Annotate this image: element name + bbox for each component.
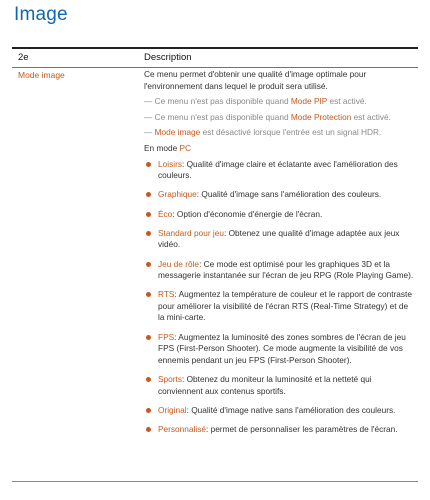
item-term: Graphique: [158, 189, 197, 200]
item-desc: : Option d'économie d'énergie de l'écran.: [172, 208, 323, 219]
mode-prefix: En mode: [144, 142, 180, 153]
column-header-description: Description: [144, 52, 192, 63]
item-term: RTS: [158, 289, 175, 300]
list-item: [144, 159, 414, 182]
item-desc: : permet de personnaliser les paramètres de l'écran.: [205, 424, 398, 434]
note-highlight: Mode PIP: [290, 96, 328, 107]
bullet-icon: [146, 262, 151, 267]
note-text: Ce menu n'est pas disponible quand: [154, 96, 291, 107]
item-term: Jeu de rôle: [158, 258, 200, 269]
bullet-icon: [146, 162, 151, 167]
list-item: [144, 424, 414, 436]
list-item: [144, 374, 414, 397]
note-protection: [144, 112, 414, 124]
list-item: [144, 259, 414, 282]
note-dash-icon: —: [144, 96, 153, 107]
mode-name: PC: [179, 142, 192, 153]
bullet-icon: [146, 408, 151, 413]
bullet-icon: [146, 192, 151, 197]
item-desc: : Obtenez une qualité d'image adaptée aux jeux vidéo.: [158, 227, 400, 250]
note-text: est activé.: [351, 111, 391, 122]
note-text: est activé.: [327, 96, 367, 107]
item-desc: : Qualité d'image claire et éclatante avec l'amélioration des couleurs.: [158, 158, 398, 181]
note-dash-icon: —: [144, 127, 153, 138]
item-desc: : Augmentez la luminosité des zones sombres de l'écran de jeu FPS (First-Person Shooter). Ce mode augmente la visibilité de vos ennemis pendant un jeu FPS (First-Person Shooter).: [158, 331, 406, 365]
item-term: Standard pour jeu: [158, 227, 224, 238]
mode-label: [144, 143, 414, 155]
item-term: Éco: [158, 208, 173, 219]
bullet-icon: [146, 377, 151, 382]
note-highlight: Mode Protection: [290, 111, 352, 122]
column-header-1: 2e: [18, 52, 29, 63]
list-item: [144, 289, 414, 324]
item-term: FPS: [158, 331, 175, 342]
row-label: Mode image: [18, 70, 65, 80]
item-desc: : Obtenez du moniteur la luminosité et la netteté qui conviennent aux contenus sportifs.: [158, 374, 372, 396]
note-pip: [144, 96, 414, 108]
item-desc: : Ce mode est optimisé pour les graphiques 3D et la messagerie instantanée sur l'écran de jeu RPG (Role Playing Game).: [158, 258, 414, 281]
page-title: Image: [14, 4, 68, 25]
note-highlight: Mode image: [154, 127, 201, 138]
note-dash-icon: —: [144, 111, 153, 122]
description-cell: [144, 69, 414, 443]
list-item: [144, 332, 414, 367]
list-item: [144, 228, 414, 251]
list-item: [144, 405, 414, 417]
item-term: Personnalisé: [158, 424, 206, 434]
table-header: [12, 47, 418, 68]
item-desc: : Qualité d'image sans l'amélioration des couleurs.: [196, 189, 382, 200]
item-term: Loisirs: [158, 158, 182, 169]
bullet-icon: [146, 231, 151, 236]
table-bottom-rule: [12, 481, 418, 482]
bullet-icon: [146, 212, 151, 217]
note-text: Ce menu n'est pas disponible quand: [154, 111, 291, 122]
item-desc: : Qualité d'image native sans l'amélioration des couleurs.: [186, 404, 396, 415]
bullet-icon: [146, 292, 151, 297]
bullet-icon: [146, 335, 151, 340]
note-hdr: [144, 127, 414, 139]
mode-list: [144, 159, 414, 436]
item-desc: : Augmentez la température de couleur et le rapport de contraste pour améliorer la visibilité de l'écran RTS (Real-Time Strategy) et de la mini-carte.: [158, 289, 412, 323]
list-item: [144, 189, 414, 201]
item-term: Sports: [158, 374, 182, 385]
list-item: [144, 209, 414, 221]
item-term: Original: [158, 404, 187, 415]
note-text: est désactivé lorsque l'entrée est un signal HDR.: [200, 127, 382, 138]
intro-text: Ce menu permet d'obtenir une qualité d'image optimale pour l'environnement dans lequel le produit sera utilisé.: [144, 69, 367, 91]
bullet-icon: [146, 427, 151, 432]
